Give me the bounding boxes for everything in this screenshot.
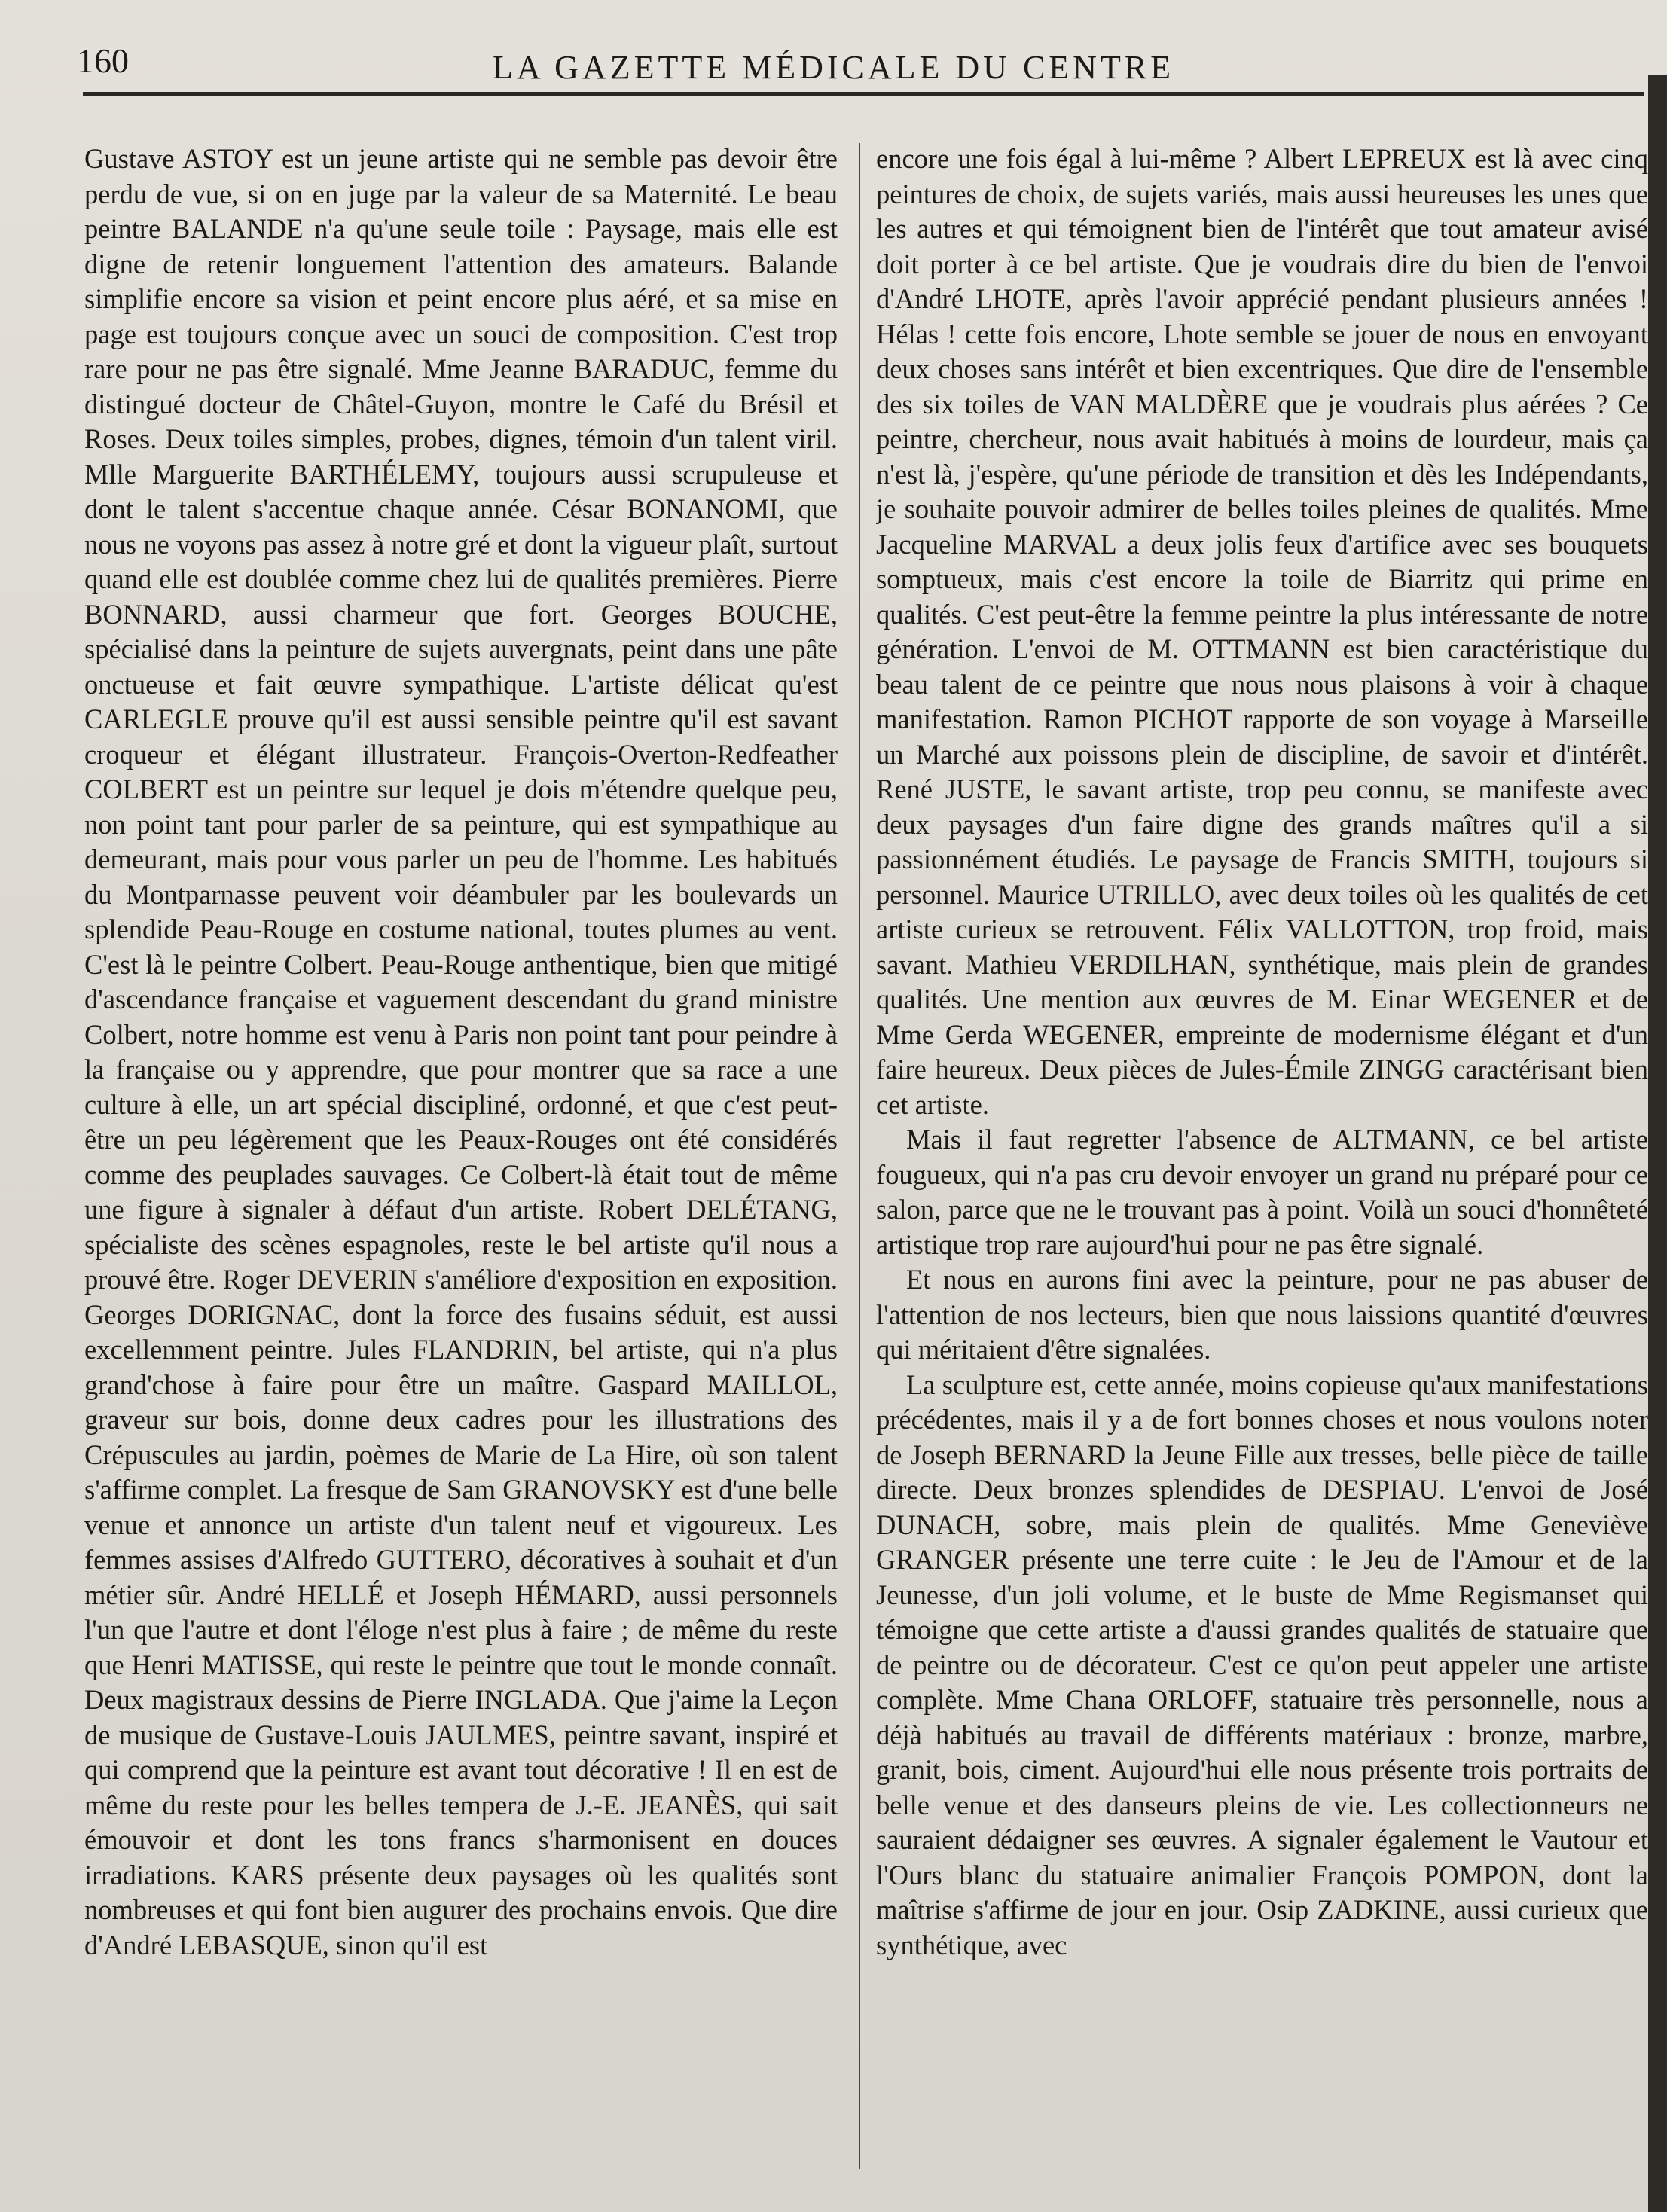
right-paragraph: Mais il faut regretter l'absence de ALTMANN, ce bel artiste fougueux, qui n'a pas cru devoir envoyer un grand nu préparé pour ce salon, parce que ne le trouvant pas à point. Voilà un souci d'honnêteté artistique trop rare aujourd'hui pour ne pas être signalé.: [876, 1124, 1648, 1260]
journal-title: LA GAZETTE MÉDICALE DU CENTRE: [492, 49, 1175, 86]
right-paragraph: encore une fois égal à lui-même ? Albert LEPREUX est là avec cinq peintures de choix, de sujets variés, mais aussi heureuses les unes que les autres et qui témoignent bien de l'intérêt que tout amateur avisé doit porter à ce bel artiste. Que je voudrais dire du bien de l'envoi d'André LHOTE, après l'avoir apprécié pendant plusieurs années ! Hélas ! cette fois encore, Lhote semble se jouer de nous en envoyant deux choses sans intérêt et bien excentriques. Que dire de l'ensemble des six toiles de VAN MALDÈRE que je voudrais plus aérées ? Ce peintre, chercheur, nous avait habitués à moins de lourdeur, mais ça n'est là, j'espère, qu'une période de transition et dès les Indépendants, je souhaite pouvoir admirer de belles toiles pleines de qualités. Mme Jacqueline MARVAL a deux jolis feux d'artifice avec ses bouquets somptueux, mais c'est encore la toile de Biarritz qui prime en qualités. C'est peut-être la femme peintre la plus intéressante de notre génération. L'envoi de M. OTTMANN est bien caractéristique du beau talent de ce peintre que nous nous plaisons à voir à chaque manifestation. Ramon PICHOT rapporte de son voyage à Marseille un Marché aux poissons plein de discipline, de savoir et d'intérêt. René JUSTE, le savant artiste, trop peu connu, se manifeste avec deux paysages d'un faire digne des grands maîtres qu'il a si passionnément étudiés. Le paysage de Francis SMITH, toujours si personnel. Maurice UTRILLO, avec deux toiles où les qualités de cet artiste curieux se retrouvent. Félix VALLOTTON, trop froid, mais savant. Mathieu VERDILHAN, synthétique, mais plein de grandes qualités. Une mention aux œuvres de M. Einar WEGENER et de Mme Gerda WEGENER, empreinte de modernisme élégant et d'un faire heureux. Deux pièces de Jules-Émile ZINGG caractérisant bien cet artiste.: [876, 143, 1648, 1120]
left-paragraph: Gustave ASTOY est un jeune artiste qui ne semble pas devoir être perdu de vue, si on en juge par la valeur de sa Maternité. Le beau peintre BALANDE n'a qu'une seule toile : Paysage, mais elle est digne de retenir longuement l'attention des amateurs. Balande simplifie encore sa vision et peint encore plus aéré, et sa mise en page est toujours conçue avec un souci de composition. C'est trop rare pour ne pas être signalé. Mme Jeanne BARADUC, femme du distingué docteur de Châtel-Guyon, montre le Café du Brésil et Roses. Deux toiles simples, probes, dignes, témoin d'un talent viril. Mlle Marguerite BARTHÉLEMY, toujours aussi scrupuleuse et dont le talent s'accentue chaque année. César BONANOMI, que nous ne voyons pas assez à notre gré et dont la vigueur plaît, surtout quand elle est doublée comme chez lui de qualités premières. Pierre BONNARD, aussi charmeur que fort. Georges BOUCHE, spécialisé dans la peinture de sujets auvergnats, peint dans une pâte onctueuse et fait œuvre sympathique. L'artiste délicat qu'est CARLEGLE prouve qu'il est aussi sensible peintre qu'il est savant croqueur et élégant illustrateur. François-Overton-Redfeather COLBERT est un peintre sur lequel je dois m'étendre quelque peu, non point tant pour parler de sa peinture, qui est sympathique au demeurant, mais pour vous parler un peu de l'homme. Les habitués du Montparnasse peuvent voir déambuler par les boulevards un splendide Peau-Rouge en costume national, toutes plumes au vent. C'est là le peintre Colbert. Peau-Rouge anthentique, bien que mitigé d'ascendance française et vaguement descendant du grand ministre Colbert, notre homme est venu à Paris non point tant pour peindre à la française ou y apprendre, que pour montrer que sa race a une culture à elle, un art spécial discipliné, ordonné, et que c'est peut-être un peu légèrement que les Peaux-Rouges ont été considérés comme des peuplades sauvages. Ce Colbert-là était tout de même une figure à signaler à défaut d'un artiste. Robert DELÉTANG, spécialiste des scènes espagnoles, reste le bel artiste qu'il nous a prouvé être. Roger DEVERIN s'améliore d'exposition en exposition. Georges DORIGNAC, dont la force des fusains séduit, est aussi excellemment peintre. Jules FLANDRIN, bel artiste, qui n'a plus grand'chose à faire pour être un maître. Gaspard MAILLOL, graveur sur bois, donne deux cadres pour les illustrations des Crépuscules au jardin, poèmes de Marie de La Hire, où son talent s'affirme complet. La fresque de Sam GRANOVSKY est d'une belle venue et annonce un artiste d'un talent neuf et vigoureux. Les femmes assises d'Alfredo GUTTERO, décoratives à souhait et d'un métier sûr. André HELLÉ et Joseph HÉMARD, aussi personnels l'un que l'autre et dont l'éloge n'est plus à faire ; de même du reste que Henri MATISSE, qui reste le peintre que tout le monde connaît. Deux magistraux dessins de Pierre INGLADA. Que j'aime la Leçon de musique de Gustave-Louis JAULMES, peintre savant, inspiré et qui comprend que la peinture est avant tout décorative ! Il en est de même du reste pour les belles tempera de J.-E. JEANÈS, qui sait émouvoir et dont les tons francs s'harmonisent en douces irradiations. KARS présente deux paysages où les qualités sont nombreuses et qui font bien augurer des prochains envois. Que dire d'André LEBASQUE, sinon qu'il est: [84, 143, 838, 1960]
header-rule: [83, 92, 1644, 96]
page-header: [0, 23, 1667, 98]
left-column: [84, 142, 838, 2175]
page-number: 160: [77, 41, 129, 80]
page-binding-edge: [1648, 75, 1667, 2212]
right-paragraph: Et nous en aurons fini avec la peinture, pour ne pas abuser de l'attention de nos lecteurs, bien que nous laissions quantité d'œuvres qui méritaient d'être signalées.: [876, 1264, 1648, 1365]
right-column: [876, 142, 1648, 2175]
right-paragraph: La sculpture est, cette année, moins copieuse qu'aux manifestations précédentes, mais il y a de fort bonnes choses et nous voulons noter de Joseph BERNARD la Jeune Fille aux tresses, belle pièce de taille directe. Deux bronzes splendides de DESPIAU. L'envoi de José DUNACH, sobre, mais plein de qualités. Mme Geneviève GRANGER présente une terre cuite : le Jeu de l'Amour et de la Jeunesse, d'un joli volume, et le buste de Mme Regismanset qui témoigne que cette artiste a d'aussi grandes qualités de statuaire que de peintre ou de décorateur. C'est ce qu'on peut appeler une artiste complète. Mme Chana ORLOFF, statuaire très personnelle, nous a déjà habitués au travail de différents matériaux : bronze, marbre, granit, bois, ciment. Aujourd'hui elle nous présente trois portraits de belle venue et des danseurs pleins de vie. Les collectionneurs ne sauraient dédaigner ses œuvres. A signaler également le Vautour et l'Ours blanc du statuaire animalier François POMPON, dont la maîtrise s'affirme de jour en jour. Osip ZADKINE, aussi curieux que synthétique, avec: [876, 1368, 1648, 1960]
column-divider: [859, 143, 860, 2169]
